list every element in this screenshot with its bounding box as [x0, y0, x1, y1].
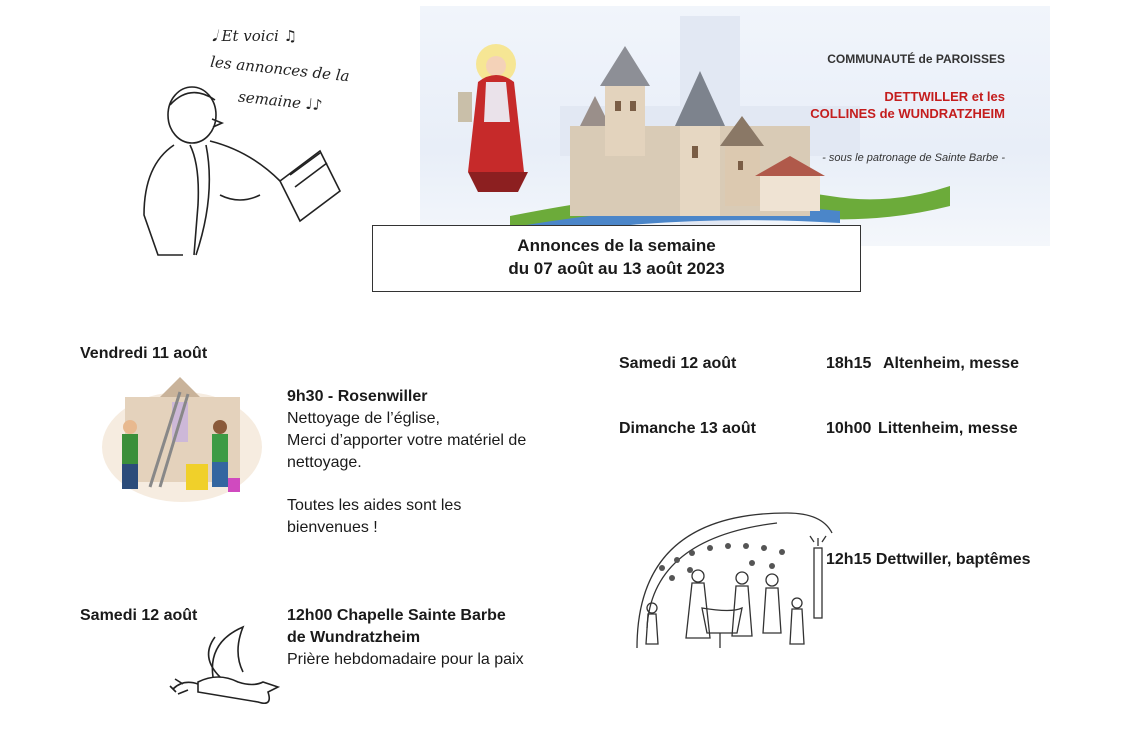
cleaning-illustration: [100, 372, 265, 502]
friday-desc-2: Merci d’apporter votre matériel de: [287, 432, 527, 449]
dove-icon: [158, 622, 283, 722]
friday-day: Vendredi 11 août: [80, 345, 208, 362]
saturday-time-place-1: 12h00 Chapelle Sainte Barbe: [287, 607, 506, 624]
parish-banner: [420, 6, 1050, 246]
event-2-detail: Littenheim, messe: [878, 420, 1018, 437]
friday-desc-4: Toutes les aides sont les: [287, 497, 462, 514]
speech-line-1: Et voici: [221, 27, 279, 45]
saturday-time-place-2: de Wundratzheim: [287, 629, 421, 646]
org-line-1: COMMUNAUTÉ de PAROISSES: [827, 52, 1005, 66]
title-line-2: du 07 août au 13 août 2023: [508, 259, 725, 278]
friday-desc-3: nettoyage.: [287, 454, 362, 471]
org-line-3: COLLINES de WUNDRATZHEIM: [810, 106, 1005, 121]
music-note-icon: ♫: [278, 27, 298, 45]
friday-desc-1: Nettoyage de l’église,: [287, 410, 440, 427]
friday-desc-5: bienvenues !: [287, 519, 378, 536]
event-2-time: 10h00: [826, 420, 872, 437]
event-1-detail: Altenheim, messe: [883, 355, 1020, 372]
event-2-day: Dimanche 13 août: [619, 420, 756, 437]
event-1-time: 18h15: [826, 355, 872, 372]
baptism-event: 12h15 Dettwiller, baptêmes: [826, 551, 1031, 568]
friday-time-place: 9h30 - Rosenwiller: [287, 388, 428, 405]
org-line-2: DETTWILLER et les: [884, 89, 1005, 104]
speech-line-2: les annonces de la: [209, 52, 351, 86]
event-1-day: Samedi 12 août: [619, 355, 737, 372]
org-name: [810, 88, 1005, 122]
org-tagline: - sous le patronage de Sainte Barbe -: [822, 152, 1005, 164]
saturday-desc: Prière hebdomadaire pour la paix: [287, 651, 524, 668]
title-box: [372, 225, 861, 292]
saint-barbe-illustration: [448, 42, 538, 202]
music-note-icon: 𝅘𝅥: [212, 27, 222, 45]
saturday-day: Samedi 12 août: [80, 607, 198, 624]
baptism-illustration: [632, 508, 840, 658]
speech-text: [212, 27, 297, 45]
speech-line-3: semaine: [237, 87, 302, 113]
title-line-1: Annonces de la semaine: [517, 236, 716, 255]
music-note-icon: ♩♪: [300, 94, 324, 115]
